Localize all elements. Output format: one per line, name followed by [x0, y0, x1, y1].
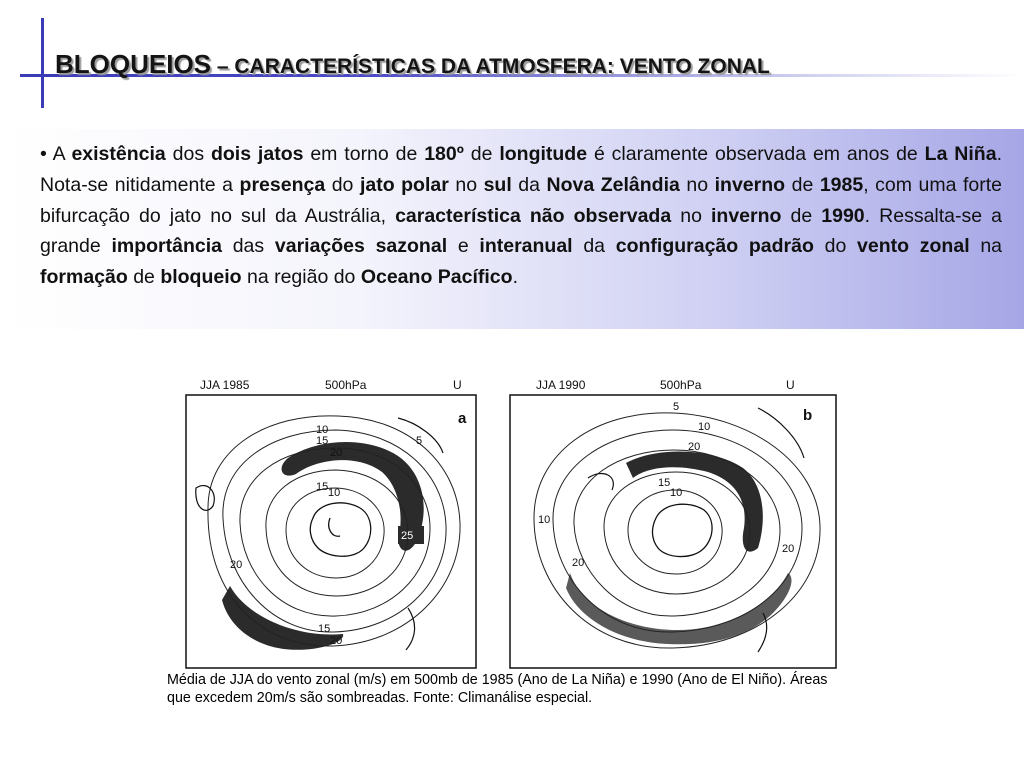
- map-b-level: 500hPa: [660, 378, 702, 392]
- contour-label: 10: [316, 424, 329, 436]
- contour-label: 20: [572, 557, 585, 569]
- bullet-emphasis: 1985: [819, 173, 864, 196]
- map-a-level: 500hPa: [325, 378, 367, 392]
- map-b-variable: U: [786, 378, 795, 392]
- bullet-segment: dos: [165, 143, 211, 165]
- bullet-segment: do: [813, 235, 858, 258]
- slide-title-sub: – CARACTERÍSTICAS DA ATMOSFERA: VENTO ZONAL: [211, 55, 770, 78]
- contour-label: 15: [318, 623, 331, 635]
- bullet-emphasis: configuração padrão: [615, 235, 814, 258]
- contour-label: 15: [316, 481, 329, 493]
- contour-label: 10: [670, 487, 683, 499]
- bullet-segment: , com uma forte bifurcação do jato no sul da Austrália,: [40, 173, 1003, 227]
- bullet-emphasis: 180º: [424, 143, 464, 165]
- contour-label: 5: [673, 401, 680, 413]
- contour-label: 10: [328, 487, 341, 499]
- map-a-period: JJA 1985: [200, 378, 250, 392]
- map-b-period: JJA 1990: [536, 378, 586, 392]
- bullet-emphasis: bloqueio: [160, 266, 242, 289]
- figure-zonal-wind-maps: [168, 368, 840, 670]
- contour-label: 20: [330, 635, 343, 647]
- bullet-emphasis: importância: [111, 235, 222, 258]
- map-a-variable: U: [453, 378, 462, 392]
- bullet-emphasis: La Niña: [924, 143, 997, 165]
- bullet-emphasis: longitude: [499, 143, 588, 165]
- contour-label: 25: [401, 530, 414, 542]
- bullet-emphasis: inverno: [714, 173, 786, 196]
- bullet-segment: de: [463, 143, 500, 165]
- bullet-text: [40, 143, 1002, 288]
- bullet-segment: e: [447, 235, 480, 258]
- slide-title-main: BLOQUEIOS: [55, 49, 212, 79]
- title-accent-vertical-bar: [41, 18, 44, 108]
- bullet-segment: . Ressalta-se a grande: [40, 204, 1003, 258]
- bullet-segment: .: [512, 266, 518, 289]
- bullet-emphasis: jato polar: [359, 173, 449, 196]
- bullet-emphasis: Oceano Pacífico: [360, 266, 513, 289]
- bullet-emphasis: inverno: [711, 204, 782, 227]
- bullet-emphasis: sul: [483, 173, 512, 196]
- bullet-emphasis: variações sazonal: [274, 235, 448, 258]
- map-a-panel-letter: a: [458, 410, 467, 427]
- bullet-segment: em torno de: [303, 143, 425, 165]
- bullet-emphasis: formação: [40, 266, 128, 289]
- contour-label: 10: [698, 421, 711, 433]
- bullet-segment: é claramente observada em anos de: [587, 143, 925, 165]
- map-panel-1990: [508, 368, 838, 670]
- slide-title: [55, 44, 770, 81]
- bullet-emphasis: Nova Zelândia: [546, 173, 680, 196]
- bullet-emphasis: vento zonal: [857, 235, 970, 258]
- bullet-segment: . Nota-se nitidamente a: [40, 143, 1002, 196]
- bullet-segment: no: [448, 173, 484, 196]
- bullet-segment: de: [127, 266, 161, 289]
- contour-label: 20: [688, 441, 701, 453]
- bullet-emphasis: característica não observada: [395, 204, 672, 227]
- map-panel-1985: [168, 368, 498, 670]
- bullet-segment: na região do: [241, 266, 361, 289]
- bullet-segment: no: [679, 173, 715, 196]
- contour-label: 20: [330, 447, 343, 459]
- bullet-segment: de: [781, 204, 822, 227]
- bullet-segment: na: [969, 235, 1003, 258]
- bullet-emphasis: interanual: [479, 235, 573, 258]
- contour-label: 15: [316, 435, 329, 447]
- bullet-emphasis: presença: [239, 173, 326, 196]
- bullet-emphasis: 1990: [821, 204, 865, 227]
- contour-label: 20: [782, 543, 795, 555]
- bullet-segment: de: [785, 173, 820, 196]
- contour-label: 5: [416, 435, 423, 447]
- bullet-segment: da: [572, 235, 616, 258]
- bullet-segment: das: [221, 235, 275, 258]
- figure-caption: Média de JJA do vento zonal (m/s) em 500mb de 1985 (Ano de La Niña) e 1990 (Ano de El Niño). Áreas que excedem 20m/s são sombreadas. Fonte: Climanálise especial.: [167, 672, 828, 706]
- bullet-emphasis: dois jatos: [210, 143, 304, 165]
- map-b-panel-letter: b: [803, 407, 813, 424]
- bullet-segment: no: [671, 204, 711, 227]
- bullet-paragraph: [40, 139, 1002, 293]
- contour-label: 15: [658, 477, 671, 489]
- bullet-segment: A: [52, 143, 72, 165]
- bullet-marker: •: [40, 143, 47, 165]
- bullet-emphasis: existência: [71, 143, 166, 165]
- bullet-segment: da: [511, 173, 547, 196]
- bullet-segment: do: [325, 173, 360, 196]
- contour-label: 20: [230, 559, 243, 571]
- contour-label: 10: [538, 514, 551, 526]
